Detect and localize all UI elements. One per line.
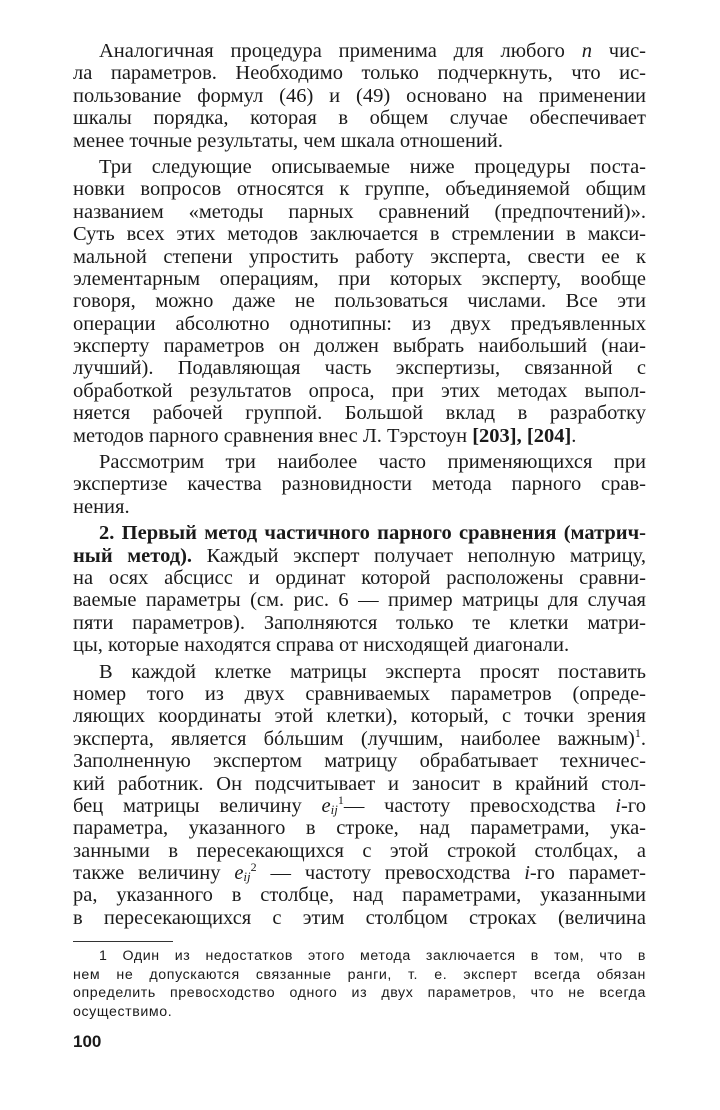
text-run: Рассмотрим три наиболее часто применяющихся при [99,451,646,474]
text-line [73,62,646,84]
text-line [73,425,646,447]
text-run: Заполненную экспертом матрицу обрабатывает техничес- [73,750,646,773]
paragraph [73,451,646,518]
text-line [73,1003,646,1022]
text-line [73,268,646,290]
text-run: чис- [591,40,646,62]
text-run: кий работник. Он подсчитывает и заносит в крайний стол- [73,772,646,795]
text-run: няется рабочей группой. Большой вклад в разработку [73,402,646,425]
text-run: ра, указанного в столбце, над параметрами, указанными [73,884,646,907]
text-line [73,705,646,727]
text-line [73,795,646,817]
text-line [73,683,646,705]
text-run: операции абсолютно однотипны: из двух предъявленных [73,312,646,335]
text-line [73,773,646,795]
text-run: мальной степени упростить работу эксперта, свести ее к [73,245,646,268]
text-run: обработкой результатов опроса, при этих методах выпол- [73,379,646,402]
page-number: 100 [73,1032,102,1052]
text-line [73,178,646,200]
text-line [73,661,646,683]
text-run: В каждой клетке матрицы эксперта просят поставить [99,660,646,683]
styled-text: n [581,40,592,62]
text-run: в пересекающихся с этим столбцом строках (величина [73,906,646,929]
text-line [73,612,646,634]
text-run: методов парного сравнения внес Л. Тэрстоун [73,424,473,447]
text-run: шкалы порядка, которая в общем случае обеспечивает [73,107,646,130]
text-line [73,201,646,223]
styled-text: (матрич- [563,522,646,545]
text-run: пяти параметров). Заполняются только те клетки матри- [73,611,646,634]
text-run: определить превосходство одного из двух параметров, что не всегда [73,985,646,1002]
text-line [73,567,646,589]
text-line [73,335,646,357]
text-run: -го [621,794,647,817]
text-run: лучший). Подавляющая часть экспертизы, связанной с [73,357,646,380]
footnote [73,947,646,1021]
text-line [73,966,646,985]
styled-text: e [234,862,244,885]
styled-text: [203], [204] [472,424,572,447]
text-line [73,290,646,312]
text-run: ла параметров. Необходимо только подчеркнуть, что ис- [73,62,646,85]
text-run: экспертизе качества разновидности метода парного срав- [73,473,646,496]
text-line [73,496,646,518]
text-run: говоря, можно даже не пользоваться числами. Все эти [73,290,646,313]
text-line [73,223,646,245]
text-line [73,589,646,611]
text-line [73,634,646,656]
paragraph [73,661,646,930]
superscript: 1 [337,793,344,808]
text-run: — частоту превосходства [343,794,616,817]
text-run: ляющих координаты этой клетки), который, с точки зрения [73,705,646,728]
text-run: цы, которые находятся справа от нисходящей диагонали. [73,634,570,657]
text-run: 1 Один из недостатков этого метода заключается в том, что в [99,948,646,965]
text-line [73,130,646,152]
text-run: — частоту превосходства [256,862,525,885]
superscript: 1 [634,725,641,740]
text-run: пользование формул (46) и (49) основано на применении [73,84,646,107]
text-run: Три следующие описываемые ниже процедуры поста- [99,155,646,178]
text-run: Аналогичная процедура применима для любого [99,40,582,62]
subscript: ij [243,869,251,885]
text-run: эксперту параметров он должен выбрать наибольший (наи- [73,335,646,358]
text-line [73,402,646,424]
paragraph [73,156,646,447]
text-line [73,156,646,178]
text-line [73,750,646,772]
text-run: . [571,424,577,447]
text-line [73,40,646,62]
paragraph [73,40,646,152]
text-run: элементарным операциям, при которых эксперту, вообще [73,267,646,290]
text-run: на осях абсцисс и ординат которой расположены сравни- [73,566,646,589]
text-line [73,947,646,966]
styled-text: 2. Первый метод частичного парного сравнения [99,522,564,545]
page-column [73,40,646,1053]
text-run: Суть всех этих методов заключается в стремлении в макси- [73,223,646,246]
superscript: 2 [250,860,257,875]
styled-text: ный метод). [73,544,193,567]
subscript: ij [330,801,338,817]
styled-text: i [615,794,622,817]
text-line [73,107,646,129]
text-run: нения. [73,495,130,518]
styled-text: e [321,794,331,817]
text-line [73,246,646,268]
text-line [73,984,646,1003]
text-line [73,380,646,402]
text-run: также величину [73,862,235,885]
text-line [73,862,646,884]
text-line [73,85,646,107]
text-run: ваемые параметры (см. рис. 6 — пример матрицы для случая [73,589,646,612]
text-run: осуществимо. [73,1003,173,1020]
text-run: . [640,727,646,750]
text-run: -го парамет- [529,862,647,885]
text-line [73,451,646,473]
text-run: нем не допускаются связанные ранги, т. е. эксперт всегда обязан [73,966,646,983]
text-line [73,884,646,906]
text-line [73,725,646,750]
text-run: номер того из двух сравниваемых параметров (опреде- [73,682,646,705]
paragraph [73,522,646,656]
text-line [73,357,646,379]
text-line [73,817,646,839]
text-run: параметра, указанного в строке, над параметрами, ука- [73,817,646,840]
text-run: новки вопросов относятся к группе, объединяемой общим [73,178,646,201]
text-line [73,840,646,862]
text-run: занными в пересекающихся с этой строкой столбцах, а [73,839,646,862]
text-line [73,522,646,544]
text-run: эксперта, является бóльшим (лучшим, наиболее важным) [73,727,635,750]
text-line [73,313,646,335]
styled-text: i [524,862,530,885]
text-run: менее точные результаты, чем шкала отношений. [73,129,503,152]
body-text [73,40,646,929]
text-run: названием «методы парных сравнений (предпочтений)». [73,200,646,223]
text-line [73,473,646,495]
text-run: бец матрицы величину [73,794,322,817]
text-line [73,907,646,929]
text-line [73,545,646,567]
footnote-divider [73,941,173,942]
text-run: Каждый эксперт получает неполную матрицу, [192,544,646,567]
